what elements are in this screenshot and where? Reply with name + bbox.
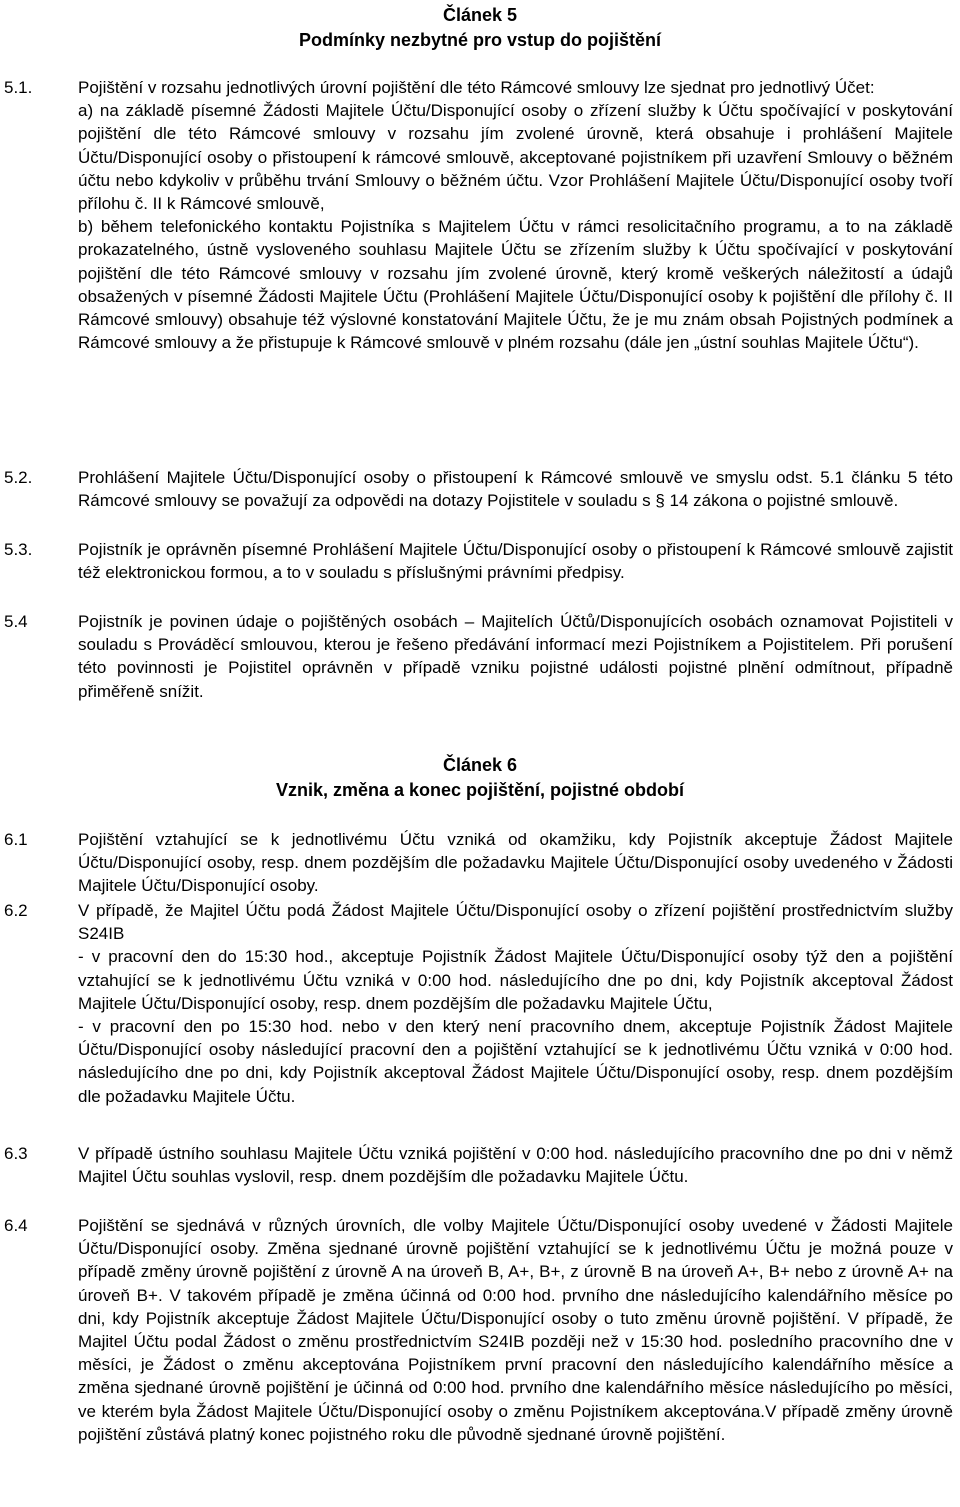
section-paragraph: b) během telefonického kontaktu Pojistníka s Majitelem Účtu v rámci resolicitačního programu, a to na základě prokazatelného, ústně vysloveného souhlasu Majitele Účtu se zřízením služby k Účtu spočívající v poskytování pojištění dle této Rámcové smlouvy v rozsahu jím zvolené úrovně, který kromě veškerých náležitostí a údajů obsažených v písemné Žádosti Majitele Účtu (Prohlášení Majitele Účtu/Disponující osoby k pojištění dle přílohy č. II Rámcové smlouvy) obsahuje též výslovné konstatování Majitele Účtu, že je mu znám obsah Pojistných podmínek a Rámcové smlouvy a že přistupuje k Rámcové smlouvě v plném rozsahu (dále jen „ústní souhlas Majitele Účtu“).	[78, 217, 953, 353]
article-5-subtitle: Podmínky nezbytné pro vstup do pojištění	[298, 30, 662, 50]
section-5-3	[0, 538, 960, 584]
article-5-heading	[0, 3, 960, 53]
section-5-4	[0, 610, 960, 703]
section-5-2	[0, 466, 960, 512]
section-number: 5.2.	[4, 468, 33, 487]
section-paragraph: - v pracovní den po 15:30 hod. nebo v den který není pracovního dnem, akceptuje Pojistník Žádost Majitele Účtu/Disponující osoby následující pracovní den a pojištění vztahující se k jednotlivému Účtu vzniká v 0:00 hod. následujícího dne po dni, kdy Pojistník akceptoval Žádost Majitele Účtu/Disponující osoby, resp. dnem pozdějším dle požadavku Majitele Účtu.	[78, 1017, 953, 1106]
section-paragraph: - v pracovní den do 15:30 hod., akceptuje Pojistník Žádost Majitele Účtu/Disponující osoby týž den a pojištění vztahující se k jednotlivému Účtu vzniká v 0:00 hod. následujícího dne po dni, kdy Pojistník akceptoval Žádost Majitele Účtu/Disponující osoby, resp. dnem pozdějším dle požadavku Majitele Účtu,	[78, 947, 953, 1013]
section-number: 6.1	[4, 830, 28, 849]
section-number: 6.2	[4, 901, 28, 920]
section-6-1	[0, 828, 960, 898]
section-number: 5.3.	[4, 540, 33, 559]
section-6-2	[0, 899, 960, 1108]
section-number: 5.4	[4, 612, 28, 631]
section-paragraph: V případě, že Majitel Účtu podá Žádost Majitele Účtu/Disponující osoby o zřízení pojištění prostřednictvím služby S24IB	[78, 901, 953, 944]
article-6-title: Článek 6	[442, 755, 518, 775]
section-paragraph: Pojištění se sjednává v různých úrovních, dle volby Majitele Účtu/Disponující osoby uvedené v Žádosti Majitele Účtu/Disponující osoby. Změna sjednané úrovně pojištění vztahující se k jednotlivému Účtu je možná pouze v případě změny úrovně pojištění z úrovně A na úroveň B, A+, B+, z úrovně B na úroveň A+, B+ nebo z úrovně A+ na úroveň B+. V takovém případě je změna účinná od 0:00 hod. prvního dne následujícího kalendářního měsíce po dni, kdy Pojistník akceptuje Žádost Majitele Účtu/Disponující osoby o tuto změnu úrovně pojištění. V případě, že Majitel Účtu podal Žádost o změnu prostřednictvím S24IB později než v 15:30 hod. posledního pracovního dne v měsíci, je Žádost o změnu akceptována Pojistníkem první pracovní den následujícího kalendářního měsíce a změna sjednané úrovně pojištění je účinná od 0:00 hod. prvního dne kalendářního měsíce následujícího po měsíci, ve kterém byla Žádost Majitele Účtu/Disponující osoby o změnu Pojistníkem akceptována.V případě změny úrovně pojištění zůstává platný konec pojistného roku dle původně sjednané úrovně pojištění.	[78, 1216, 953, 1444]
section-paragraph: Pojistník je oprávněn písemné Prohlášení Majitele Účtu/Disponující osoby o přistoupení k Rámcové smlouvě zajistit též elektronickou formou, a to v souladu s příslušnými právními předpisy.	[78, 540, 953, 583]
section-6-3	[0, 1142, 960, 1188]
section-5-1	[0, 76, 960, 354]
section-6-4	[0, 1214, 960, 1446]
section-number: 6.4	[4, 1216, 28, 1235]
section-number: 5.1.	[4, 78, 33, 97]
section-paragraph: Prohlášení Majitele Účtu/Disponující osoby o přistoupení k Rámcové smlouvě ve smyslu odst. 5.1 článku 5 této Rámcové smlouvy se považují za odpovědi na dotazy Pojistitele v souladu s § 14 zákona o pojistné smlouvě.	[78, 468, 953, 511]
article-5-title: Článek 5	[442, 5, 518, 25]
section-paragraph: Pojištění vztahující se k jednotlivému Účtu vzniká od okamžiku, kdy Pojistník akceptuje Žádost Majitele Účtu/Disponující osoby, resp. dnem pozdějším dle požadavku Majitele Účtu/Disponující osoby uvedeného v Žádosti Majitele Účtu/Disponující osoby.	[78, 830, 953, 896]
article-6-heading	[0, 753, 960, 803]
section-paragraph: Pojištění v rozsahu jednotlivých úrovní pojištění dle této Rámcové smlouvy lze sjednat pro jednotlivý Účet:	[78, 78, 875, 97]
section-paragraph: a) na základě písemné Žádosti Majitele Účtu/Disponující osoby o zřízení služby k Účtu spočívající v poskytování pojištění dle této Rámcové smlouvy v rozsahu jím zvolené úrovně, která obsahuje i prohlášení Majitele Účtu/Disponující osoby o přistoupení k rámcové smlouvě, akceptované pojistníkem při uzavření Smlouvy o běžném účtu nebo kdykoliv v průběhu trvání Smlouvy o běžném účtu. Vzor Prohlášení Majitele Účtu/Disponující osoby tvoří přílohu č. II k Rámcové smlouvě,	[78, 101, 953, 214]
section-paragraph: V případě ústního souhlasu Majitele Účtu vzniká pojištění v 0:00 hod. následujícího pracovního dne po dni v němž Majitel Účtu souhlas vyslovil, resp. dnem pozdějším dle požadavku Majitele Účtu.	[78, 1144, 953, 1187]
section-paragraph: Pojistník je povinen údaje o pojištěných osobách – Majitelích Účtů/Disponujících osobách oznamovat Pojistiteli v souladu s Prováděcí smlouvou, kterou je řešeno předávání informací mezi Pojistníkem a Pojistitelem. Při porušení této povinnosti je Pojistitel oprávněn v případě vzniku pojistné události pojistné plnění odmítnout, případně přiměřeně snížit.	[78, 612, 953, 701]
section-number: 6.3	[4, 1144, 28, 1163]
article-6-subtitle: Vznik, změna a konec pojištění, pojistné období	[275, 780, 685, 800]
